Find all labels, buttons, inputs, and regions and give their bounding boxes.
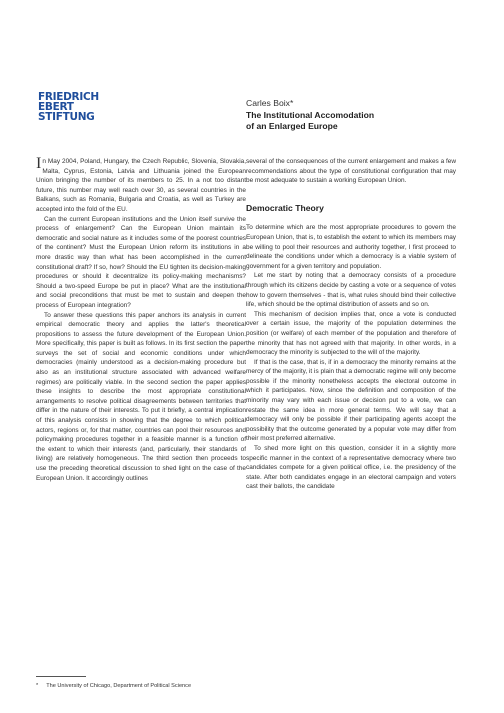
intro-paragraph xyxy=(36,157,246,215)
footnote-text: The University of Chicago, Department of Political Science xyxy=(46,683,192,689)
paragraph-minority: If that is the case, that is, if in a democracy the minority remains at the mercy of the majority, it is plain that a democratic regime will only become possible if the minority nonetheless accepts the electoral outcome in which it participates. Now, since the definition and composition of the minority may vary with each issue or decision put to a vote, we can restate the same idea in more general terms. We will say that a democracy will only be possible if their participating agents accept the possibility that the outcome generated by a popular vote may differ from their most preferred alternative. xyxy=(246,358,456,443)
footnote xyxy=(36,682,256,690)
section-heading-democratic-theory: Democratic Theory xyxy=(246,202,324,213)
paragraph-definition: Let me start by noting that a democracy consists of a procedure through which its citizens decide by casting a vote or a sequence of votes how to govern themselves - that is, what rules should bind their collective life, which should be the optimal distribution of assets and so on. xyxy=(246,272,456,309)
paragraph-mechanism: This mechanism of decision implies that, once a vote is conducted over a certain issue, the majority of the population determines the position (or welfare) of each member of the population and therefore of the minority that has not agreed with that majority. In other words, in a democracy the minority is subjected to the will of the majority. xyxy=(246,310,456,357)
logo-line-3: STIFTUNG xyxy=(38,111,95,123)
friedrich-ebert-stiftung-logo xyxy=(38,92,108,122)
article-title-line-2: of an Enlarged Europe xyxy=(246,121,338,131)
logo-line-1: FRIEDRICH xyxy=(38,91,99,103)
article-header xyxy=(246,98,476,133)
drop-cap: I xyxy=(36,155,42,172)
paragraph-structure: To answer these questions this paper anchors its analysis in current empirical democratic theory and applies the latter's theoretical propositions to assess the future development of the European Union. More specifically, this paper is built as follows. In its first section the paper surveys the set of social and economic conditions under which democracies (mainly understood as a decision-making procedure but also as an institutional structure associated with advanced welfare regimes) are politically viable. In the second section the paper applies these insights to describe the most appropriate constitutional arrangements to resolve political disagreements between territories that differ in the nature of their interests. To put it briefly, a central implication of this analysis consists in showing that the degree to which political actors, regions or, for that matter, countries can pool their resources and policymaking procedures together in a feasible manner is a function of the extent to which their interests (and, particularly, their standards of living) are relatively homogeneous. The third section then proceeds to use the preceding theoretical discussion to shed light on the case of the European Union. It accordingly outlines xyxy=(36,311,246,482)
left-column xyxy=(36,157,246,483)
author-name: Carles Boix* xyxy=(246,98,294,108)
paragraph-representative: To shed more light on this question, consider it in a slightly more specific manner in the context of a representative democracy where two candidates compete for a given political office, i.e. the presidency of the state. After both candidates engage in an electoral campaign and voters cast their ballots, the candidate xyxy=(246,445,456,491)
right-column xyxy=(246,157,456,492)
paragraph-questions: Can the current European institutions and the Union itself survive the process of enlargement? Can the European Union maintain its democratic and social nature as it includes some of the poorest countries of the continent? Must the European Union reform its institutions in a more drastic way than what has been accomplished in the current constitutional draft? If so, how? Should the EU tighten its decision-making procedures or should it decentralize its policy-making mechanisms? Should a two-speed Europe be put in place? What are the institutional and social preconditions that must be met to sustain and deepen the process of European integration? xyxy=(36,215,246,309)
footnote-mark: * xyxy=(36,683,39,689)
logo-line-2: EBERT xyxy=(38,101,74,113)
paragraph-determine: To determine which are the most appropriate procedures to govern the European Union, that is, to establish the extent to which its members may be willing to pool their resources and authority together, I first proceed to delineate the conditions under which a democracy is a viable system of government for a given territory and population. xyxy=(246,224,456,270)
article-title-line-1: The Institutional Accomodation xyxy=(246,109,375,120)
footnote-divider xyxy=(36,676,86,677)
paragraph-continuation: several of the consequences of the current enlargement and makes a few recommendations about the type of constitutional configuration that may be most adequate to sustain a working European Union. xyxy=(246,158,456,185)
intro-paragraph-text: n May 2004, Poland, Hungary, the Czech Republic, Slovenia, Slovakia, Malta, Cyprus, Estonia, Latvia and Lithuania joined the European Union bringing the number of its members to 25. In a not too distant future, this number may well reach over 30, as several countries in the Balkans, such as Romania, Bulgaria and Croatia, as well as Turkey are accepted into the fold of the EU. xyxy=(36,158,246,213)
